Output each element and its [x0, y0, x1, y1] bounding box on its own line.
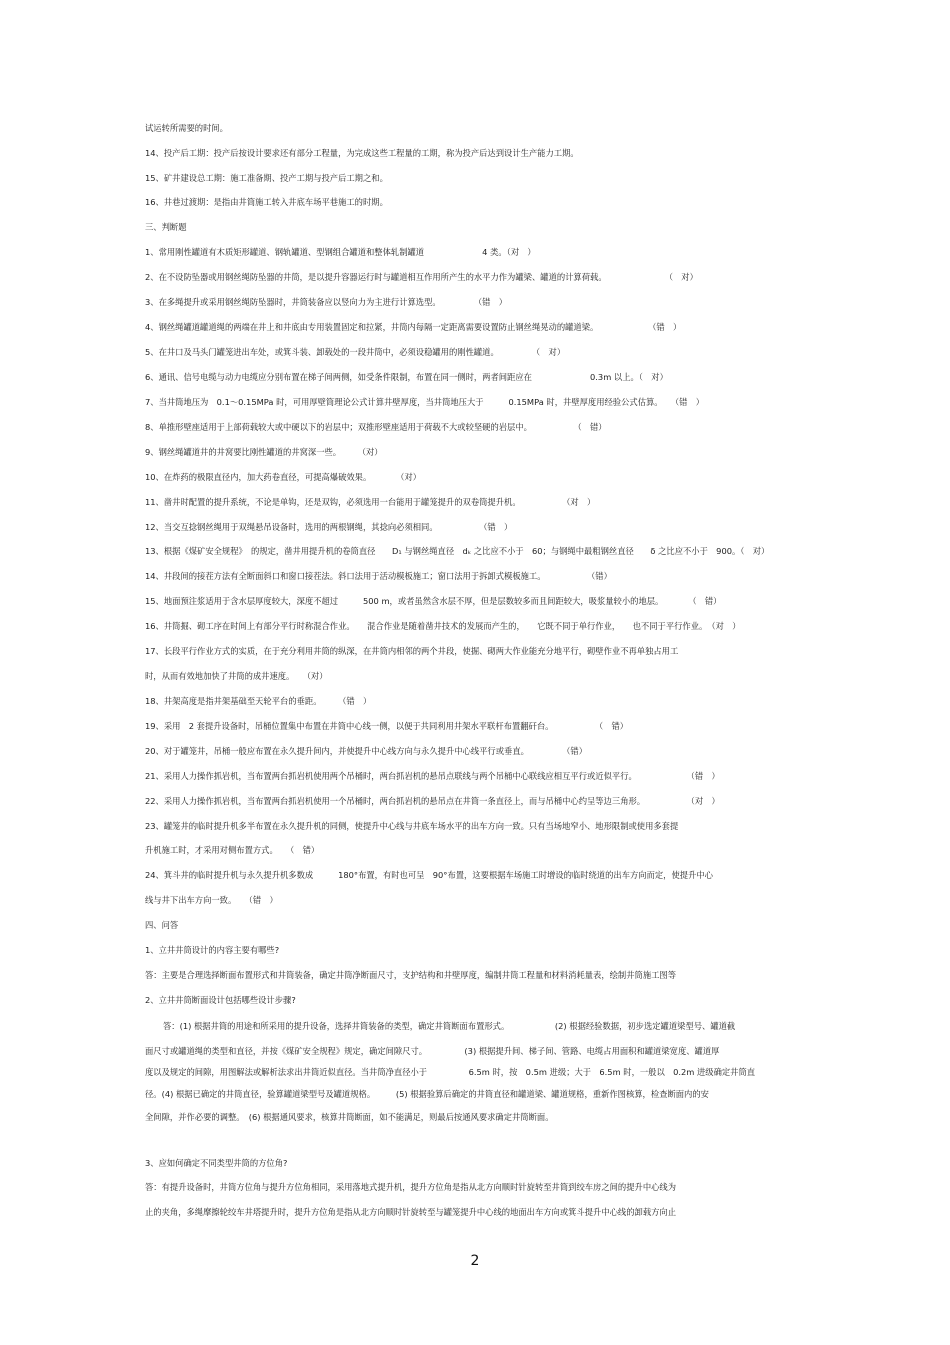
text-line: 18、井架高度是指井架基础至天轮平台的垂距。 （错 ）: [145, 696, 372, 706]
text-line: 17、长段平行作业方式的实质，在于充分利用井筒的纵深，在井筒内相邻的两个井段，使掘、砌两大作业能充分地平行，砌壁作业不再单独占用工: [145, 646, 679, 656]
text-line: 14、井段间的接茬方法有全断面斜口和窗口接茬法。斜口法用于活动模板施工；窗口法用于拆卸式模板施工。 （错）: [145, 571, 612, 581]
text-line: 23、罐笼井的临时提升机多半布置在永久提升机的同侧，使提升中心线与井底车场水平的出车方向一致。只有当场地窄小、地形限制或使用多套提: [145, 821, 679, 831]
text-line: 5、在井口及马头门罐笼进出车处，或箕斗装、卸载处的一段井筒中，必须设稳罐用的刚性罐道。 （ 对）: [145, 347, 566, 357]
answer-line: 径。(4) 根据已确定的井筒直径，验算罐道梁型号及罐道规格。 (5) 根据验算后确定的井筒直径和罐道梁、罐道规格，重新作图核算，检查断面内的安: [145, 1089, 709, 1099]
answer-line: 止的夹角，多绳摩擦轮绞车井塔提升时，提升方位角是指从北方向顺时针旋转至与罐笼提升中心线的地面出车方向或箕斗提升中心线的卸载方向止: [145, 1207, 677, 1217]
answer-line: 答：主要是合理选择断面布置形式和井筒装备，确定井筒净断面尺寸，支护结构和井壁厚度，编制井筒工程量和材料消耗量表，绘制井筒施工图等: [145, 970, 677, 980]
text-line: 1、常用刚性罐道有木质矩形罐道、钢轨罐道、型钢组合罐道和整体轧制罐道 4 类。（对 ）: [145, 247, 536, 257]
answer-line: 答：(1) 根据井筒的用途和所采用的提升设备，选择井筒装备的类型，确定井筒断面布置形式。 (2) 根据经验数据，初步选定罐道梁型号、罐道截: [163, 1021, 736, 1031]
page-number: 2: [470, 1253, 480, 1269]
question-line: 2、立井井筒断面设计包括哪些设计步骤?: [145, 995, 296, 1005]
section-heading: 四、问答: [145, 920, 179, 930]
section-heading: 三、判断题: [145, 222, 187, 232]
text-line: 6、通讯、信号电缆与动力电缆应分别布置在梯子间两侧，如受条件限制，布置在同一侧时，两者间距应在 0.3m 以上。（ 对）: [145, 372, 668, 382]
text-line: 线与井下出车方向一致。 （错 ）: [145, 895, 278, 905]
text-line: 8、单推形壁座适用于上部荷载较大或中硬以下的岩层中；双推形壁座适用于荷载不大或较坚硬的岩层中。 （ 错）: [145, 422, 607, 432]
answer-line: 面尺寸或罐道绳的类型和直径，并按《煤矿安全规程》规定，确定间隙尺寸。 (3) 根据提升间、梯子间、管路、电缆占用面积和罐道梁宽度、罐道厚: [145, 1046, 720, 1056]
text-line: 20、对于罐笼井，吊桶一般应布置在永久提升间内，并使提升中心线方向与永久提升中心线平行或垂直。 （错）: [145, 746, 587, 756]
text-line: 11、凿井时配置的提升系统，不论是单钩，还是双钩，必须选用一台能用于罐笼提升的双卷筒提升机。 （对 ）: [145, 497, 596, 507]
text-line: 24、箕斗井的临时提升机与永久提升机多数成 180°布置，有时也可呈 90°布置，这要根据车场施工时增设的临时绕道的出车方向而定，使提升中心: [145, 870, 713, 880]
text-line: 22、采用人力操作抓岩机，当布置两台抓岩机使用一个吊桶时，两台抓岩机的悬吊点在井筒一条直径上，而与吊桶中心约呈等边三角形。 （对 ）: [145, 796, 720, 806]
text-line: 升机施工时，才采用对侧布置方式。 （ 错）: [145, 845, 320, 855]
question-line: 1、立井井筒设计的内容主要有哪些?: [145, 945, 280, 955]
answer-line: 度以及规定的间隙，用图解法或解析法求出井筒近似直径。当井筒净直径小于 6.5m 时，按 0.5m 进级；大于 6.5m 时，一般以 0.2m 进级确定井筒直: [145, 1067, 756, 1077]
text-line: 12、当交互捻钢丝绳用于双绳悬吊设备时，选用的两根钢绳，其捻向必须相同。 （错 ）: [145, 522, 513, 532]
text-line: 16、井筒掘、砌工序在时间上有部分平行时称混合作业。 混合作业是随着凿井技术的发展而产生的， 它既不同于单行作业， 也不同于平行作业。 （对 ）: [145, 621, 741, 631]
question-line: 3、应如何确定不同类型井筒的方位角?: [145, 1158, 288, 1168]
text-line: 15、地面预注浆适用于含水层厚度较大，深度不超过 500 m，或者虽然含水层不厚，但是层数较多而且间距较大，吸浆量较小的地层。 （ 错）: [145, 596, 722, 606]
answer-line: 全间隙，并作必要的调整。 (6) 根据通风要求，核算井筒断面，如不能满足，则最后按通风要求确定井筒断面。: [145, 1112, 554, 1122]
answer-line: 答：有提升设备时，井筒方位角与提升方位角相同，采用落地式提升机，提升方位角是指从北方向顺时针旋转至井筒到绞车房之间的提升中心线为: [145, 1182, 677, 1192]
text-line: 15、矿井建设总工期：施工准备期、投产工期与投产后工期之和。: [145, 173, 388, 183]
text-line: 7、当井筒地压为 0.1～0.15MPa 时，可用厚壁筒理论公式计算井壁厚度，当井筒地压大于 0.15MPa 时，井壁厚度用经验公式估算。 （错 ）: [145, 397, 705, 407]
text-line: 试运转所需要的时间。: [145, 123, 228, 133]
text-line: 9、钢丝绳罐道井的井窝要比刚性罐道的井窝深一些。 （对）: [145, 447, 383, 457]
text-line: 21、采用人力操作抓岩机，当布置两台抓岩机使用两个吊桶时，两台抓岩机的悬吊点联线与两个吊桶中心联线应相互平行或近似平行。 （错 ）: [145, 771, 720, 781]
text-line: 10、在炸药的极限直径内，加大药卷直径，可提高爆破效果。 （对）: [145, 472, 422, 482]
text-line: 14、投产后工期：投产后按设计要求还有部分工程量，为完成这些工程量的工期，称为投产后达到设计生产能力工期。: [145, 148, 579, 158]
text-line: 3、在多绳提升或采用钢丝绳防坠器时，井筒装备应以竖向力为主进行计算选型。 （错 ）: [145, 297, 508, 307]
text-line: 16、井巷过渡期：是指由井筒施工转入井底车场平巷施工的时期。: [145, 197, 388, 207]
text-line: 2、在不设防坠器或用钢丝绳防坠器的井筒，是以提升容器运行时与罐道相互作用所产生的水平力作为罐梁、罐道的计算荷载。 （ 对）: [145, 272, 698, 282]
text-line: 13、根据《煤矿安全规程》 的规定，凿井用提升机的卷筒直径 D₁ 与钢丝绳直径 dₖ 之比应不小于 60；与钢绳中最粗钢丝直径 δ 之比应不小于 900。（ 对）: [145, 546, 770, 556]
text-line: 4、钢丝绳罐道罐道绳的两端在井上和井底由专用装置固定和拉紧，井筒内每隔一定距离需要设置防止钢丝绳晃动的罐道梁。 （错 ）: [145, 322, 682, 332]
text-line: 时，从而有效地加快了井筒的成井速度。 （对）: [145, 671, 328, 681]
text-line: 19、采用 2 套提升设备时，吊桶位置集中布置在井筒中心线一侧，以便于共同利用井架水平联杆布置翻矸台。 （ 错）: [145, 721, 629, 731]
